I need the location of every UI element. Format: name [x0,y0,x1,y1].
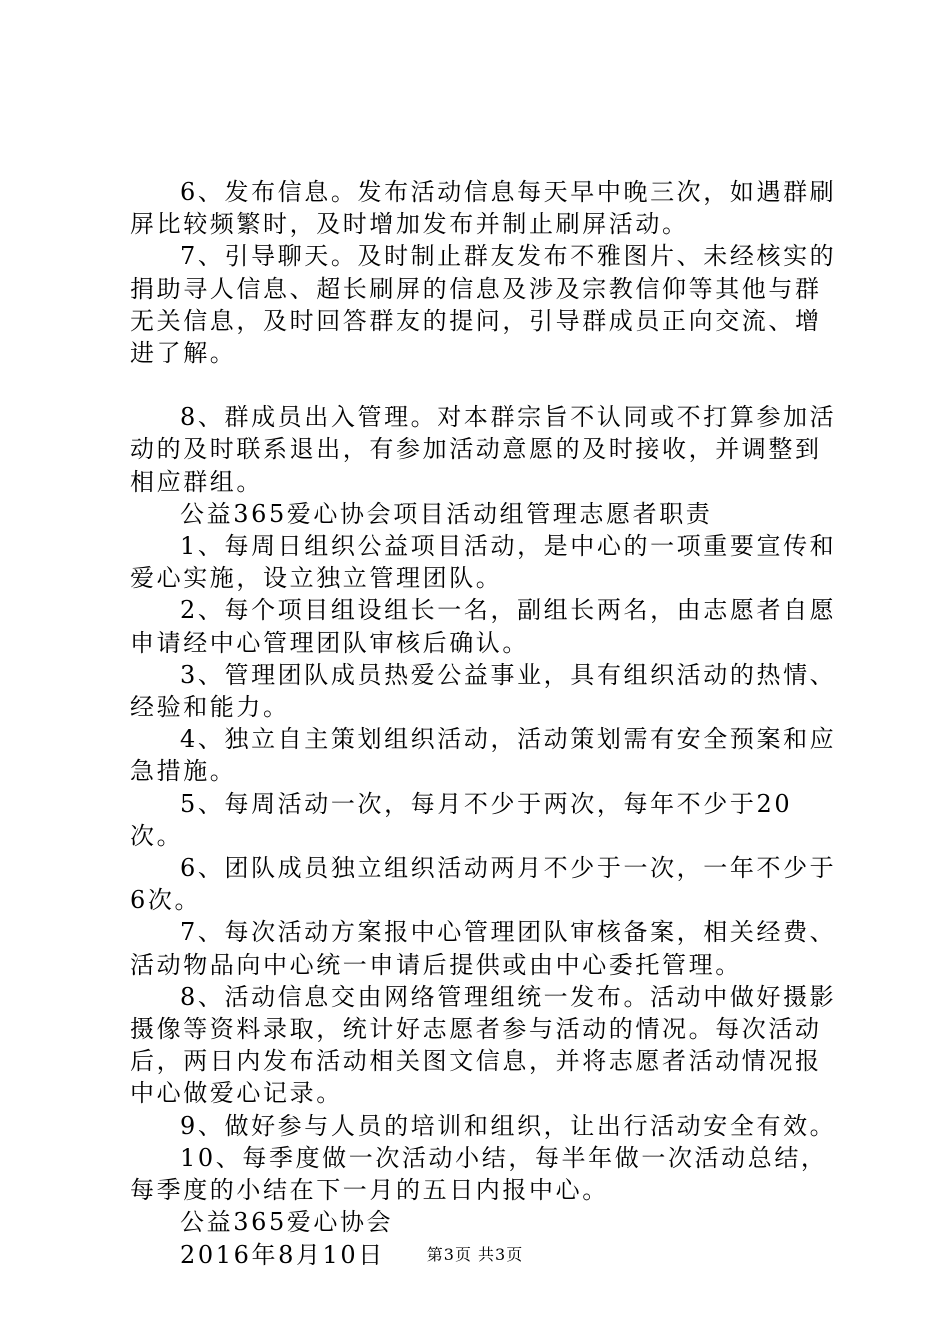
paragraph-spacer [130,369,840,401]
duty-item-1: 1、每周日组织公益项目活动，是中心的一项重要宣传和爱心实施，设立独立管理团队。 [130,532,837,593]
duty-item-4: 4、独立自主策划组织活动，活动策划需有安全预案和应急措施。 [130,725,837,786]
paragraph-guide-chat: 7、引导聊天。及时制止群友发布不雅图片、未经核实的捐助寻人信息、超长刷屏的信息及涉及宗教信仰等其他与群无关信息，及时回答群友的提问，引导群成员正向交流、增进了解。 [130,242,837,368]
page-number: 第3页 共3页 [426,1245,524,1264]
duty-item-10: 10、每季度做一次活动小结，每半年做一次活动总结，每季度的小结在下一月的五日内报中心。 [130,1143,828,1205]
duty-item-6: 6、团队成员独立组织活动两月不少于一次，一年不少于6次。 [130,854,837,915]
duty-item-3: 3、管理团队成员热爱公益事业，具有组织活动的热情、经验和能力。 [130,660,837,722]
duty-item-5: 5、每周活动一次，每月不少于两次，每年不少于20次。 [130,789,793,850]
duty-item-9: 9、做好参与人员的培训和组织，让出行活动安全有效。 [180,1111,837,1140]
duty-item-8: 8、活动信息交由网络管理组统一发布。活动中做好摄影摄像等资料录取，统计好志愿者参与活动的情况。每次活动后，两日内发布活动相关图文信息，并将志愿者活动情况报中心做爱心记录。 [130,982,837,1108]
paragraph-publish-info: 6、发布信息。发布活动信息每天早中晚三次，如遇群刷屏比较频繁时，及时增加发布并制止刷屏活动。 [130,178,837,239]
paragraph-member-management: 8、群成员出入管理。对本群宗旨不认同或不打算参加活动的及时联系退出，有参加活动意愿的及时接收，并调整到相应群组。 [130,403,837,496]
signature-organization: 公益365爱心协会 [180,1208,394,1237]
duty-item-2: 2、每个项目组设组长一名，副组长两名，由志愿者自愿申请经中心管理团队审核后确认。 [130,596,837,657]
section-heading: 公益365爱心协会项目活动组管理志愿者职责 [180,499,713,528]
signature-date: 2016年8月10日 [180,1240,385,1269]
duty-item-7: 7、每次活动方案报中心管理团队审核备案，相关经费、活动物品向中心统一申请后提供或由中心委托管理。 [130,918,837,979]
document-body [130,176,840,1271]
